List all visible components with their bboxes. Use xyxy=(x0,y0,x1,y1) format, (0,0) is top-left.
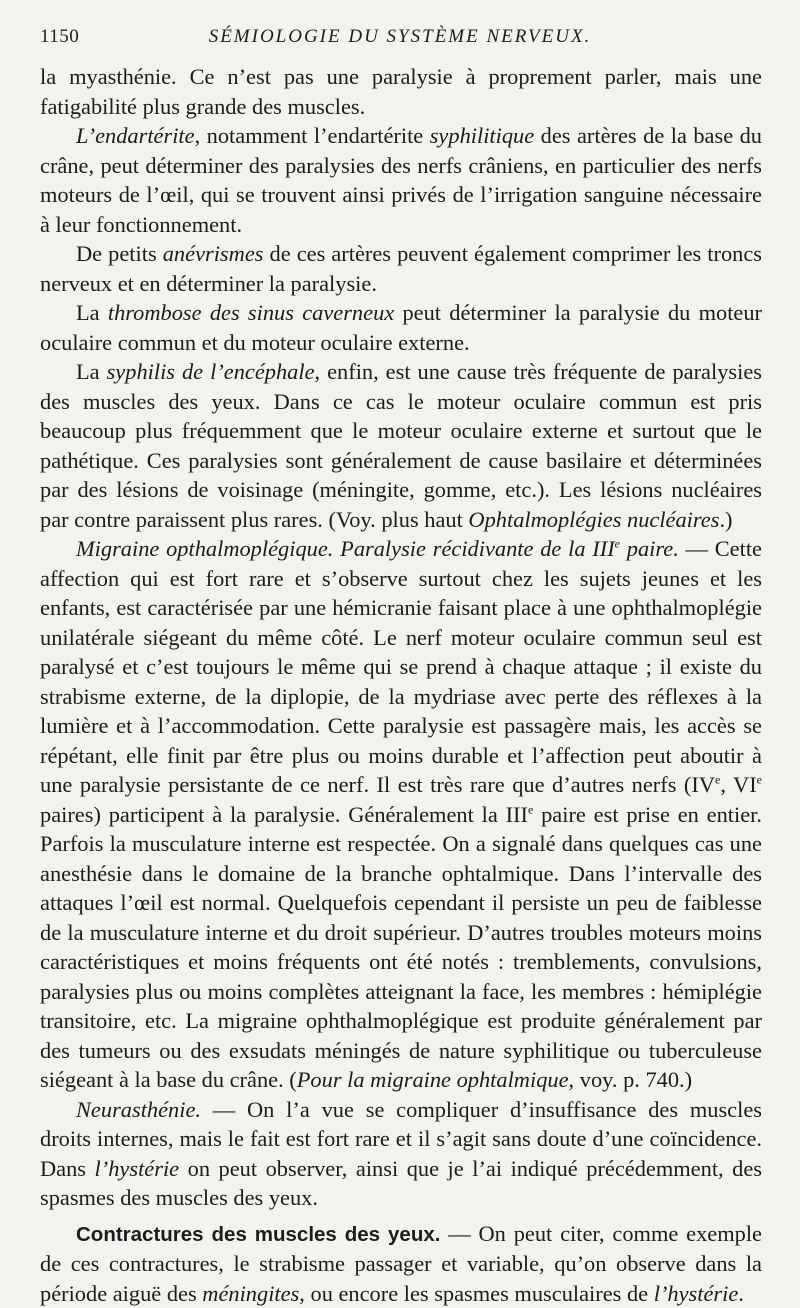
paragraph-text: La xyxy=(76,359,107,384)
paragraph-text: paire est prise en entier. Parfois la musculature interne est respectée. On a signalé dans quelques cas une anesthésie dans le domaine de la branche ophtalmique. Dans l’intervalle des attaques l’œil est normal. Quelquefois cependant il persiste un peu de faiblesse de la musculature interne et du droit supérieur. D’autres troubles moteurs moins caractéristiques et moins fréquents ont été notés : tremblements, convulsions, paralysies plus ou moins complètes atteignant la face, les membres : hémiplégie transitoire, etc. La migraine ophthalmoplégique est produite généralement par des tumeurs ou des exsudats méningés de nature syphilitique ou tuberculeuse siégeant à la base du crâne. ( xyxy=(40,802,762,1093)
section-heading-migraine-end: paire. xyxy=(620,536,679,561)
paragraph-syphilis xyxy=(40,357,762,534)
cross-reference: Pour la migraine ophtalmique xyxy=(297,1067,569,1092)
term-hysterie: l’hystérie xyxy=(654,1281,739,1306)
term-meningites: méningites xyxy=(202,1281,299,1306)
paragraph-anevrismes xyxy=(40,239,762,298)
cross-reference: Ophtalmoplégies nucléaires xyxy=(468,507,719,532)
superscript: e xyxy=(757,773,762,787)
superscript: e xyxy=(715,773,720,787)
paragraph-text: La xyxy=(76,300,108,325)
paragraph-migraine xyxy=(40,534,762,1095)
paragraph-text: — On peut citer, comme exemple de ces contractures, le strabisme passager et variable, qu’on observe dans la période aiguë des xyxy=(40,1221,762,1306)
paragraph-endarterite xyxy=(40,121,762,239)
paragraph-text: de ces artères peuvent également comprimer les troncs nerveux et en déterminer la paralysie. xyxy=(40,241,762,296)
paragraph-text: , notamment l’endartérite xyxy=(195,123,430,148)
running-title: SÉMIOLOGIE DU SYSTÈME NERVEUX. xyxy=(40,26,760,48)
paragraph-text: , enfin, est une cause très fréquente de paralysies des muscles des yeux. Dans ce cas le moteur oculaire commun est pris beaucoup plus fréquemment que le moteur oculaire externe et surtout que le pathétique. Ces paralysies sont généralement de cause basilaire et déterminées par des lésions de voisinage (méningite, gomme, etc.). Les lésions nucléaires par contre paraissent plus rares. (Voy. plus haut xyxy=(40,359,762,532)
section-heading-contractures: Contractures des muscles des yeux. xyxy=(76,1223,440,1246)
page-body xyxy=(40,62,762,1308)
paragraph-text: . xyxy=(738,1281,744,1306)
running-header xyxy=(40,26,760,56)
term-anevrismes: anévrismes xyxy=(163,241,264,266)
page-number: 1150 xyxy=(40,26,79,48)
paragraph-text: paires) participent à la paralysie. Généralement la III xyxy=(40,802,528,827)
term-thrombose: thrombose des sinus caverneux xyxy=(108,300,394,325)
paragraph-text: la myasthénie. Ce n’est pas une paralysie à proprement parler, mais une fatigabilité plus grande des muscles. xyxy=(40,64,762,119)
paragraph-myasthenie xyxy=(40,62,762,121)
paragraph-text: — On l’a vue se compliquer d’insuffisance des muscles droits internes, mais le fait est fort rare et il s’agit sans doute d’une coïncidence. Dans xyxy=(40,1097,762,1181)
section-heading-neurasthenie: Neurasthénie. xyxy=(76,1097,201,1122)
paragraph-text: des artères de la base du crâne, peut déterminer des paralysies des nerfs crâniens, en particulier des nerfs moteurs de l’œil, qui se trouvent ainsi privés de l’irrigation sanguine nécessaire à leur fonctionnement. xyxy=(40,123,762,237)
term-syphilitique: syphilitique xyxy=(430,123,534,148)
section-heading-migraine: Migraine opthalmoplégique. Paralysie récidivante de la III xyxy=(76,536,615,561)
superscript: e xyxy=(615,537,620,551)
paragraph-text: — Cette affection qui est fort rare et s’observe surtout chez les sujets jeunes et les enfants, est caractérisée par une hémicranie faisant place à une ophthalmoplégie unilatérale siégeant du même côté. Le nerf moteur oculaire commun seul est paralysé et c’est toujours le même qui se prend à chaque attaque ; il existe du strabisme externe, de la diplopie, de la mydriase avec perte des réflexes à la lumière et à l’accommodation. Cette paralysie est passagère mais, les accès se répétant, elle finit par être plus ou moins durable et l’affection peut aboutir à une paralysie persistante de ce nerf. Il est très rare que d’autres nerfs (IV xyxy=(40,536,762,797)
paragraph-text: peut déterminer la paralysie du moteur oculaire commun et du moteur oculaire externe. xyxy=(40,300,762,355)
paragraph-text: , voy. p. 740.) xyxy=(569,1067,693,1092)
paragraph-text: , VI xyxy=(720,772,756,797)
term-hysterie: l’hystérie xyxy=(95,1156,180,1181)
superscript: e xyxy=(528,802,533,816)
paragraph-text: on peut observer, ainsi que je l’ai indiqué précédemment, des spasmes des muscles des yeux. xyxy=(40,1156,762,1211)
paragraph-text: De petits xyxy=(76,241,163,266)
term-syphilis-encephale: syphilis de l’encéphale xyxy=(107,359,315,384)
paragraph-contractures xyxy=(40,1219,762,1308)
paragraph-neurasthenie xyxy=(40,1095,762,1213)
paragraph-text: , ou encore les spasmes musculaires de xyxy=(299,1281,653,1306)
term-endarterite: L’endartérite xyxy=(76,123,195,148)
paragraph-text: .) xyxy=(719,507,732,532)
paragraph-thrombose xyxy=(40,298,762,357)
